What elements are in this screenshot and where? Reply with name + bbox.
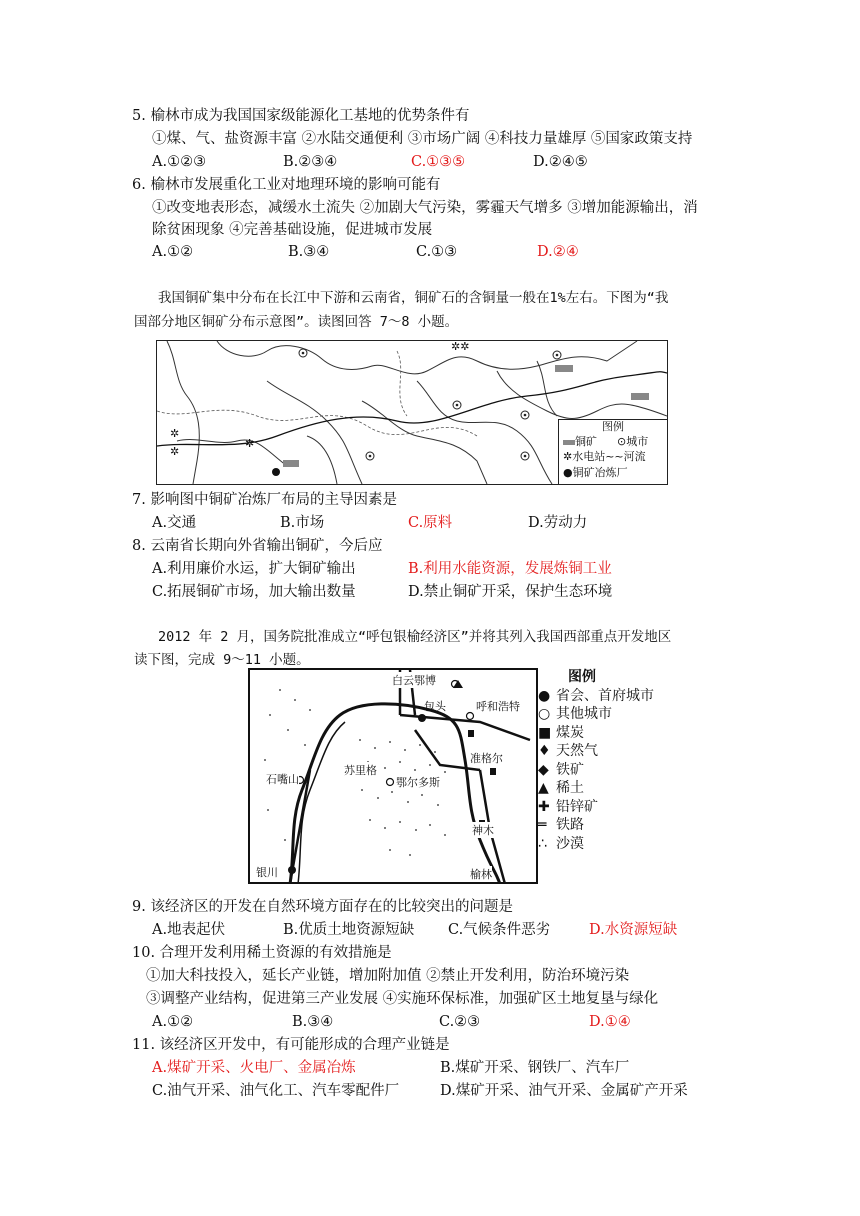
capital-legend-icon: ● [538,687,551,704]
hydro-station-icon: ✲✲ [451,341,470,353]
q6-items-line1: ①改变地表形态，减缓水土流失 ②加剧大气污染，雾霾天气增多 ③增加能源输出，消 [152,200,698,216]
legend-city: 城市 [626,435,649,448]
q9-option-b: B.优质土地资源短缺 [283,922,415,938]
capital-mark [288,866,296,874]
copper-map-legend [558,419,668,485]
copper-mine-legend-icon [563,440,575,445]
q10-stem: 10. 合理开发利用稀土资源的有效措施是 [132,945,392,961]
legend-item-capital: 省会、首府城市 [556,687,654,704]
rare-earth-icon [453,680,463,688]
q11-stem: 11. 该经济区开发中，有可能形成的合理产业链是 [132,1037,450,1053]
railway-legend-icon: ═ [538,817,547,833]
city-label-baotou: 包头 [424,700,446,713]
q9-option-a: A.地表起伏 [152,922,226,938]
gas-legend-icon: ♦ [538,743,551,759]
intro1-line1: 我国铜矿集中分布在长江中下游和云南省，铜矿石的含铜量一般在1%左右。下图为“我 [158,290,669,306]
q11-option-d: D.煤矿开采、油气开采、金属矿产开采 [440,1083,688,1099]
economic-zone-map-frame [248,668,538,884]
legend-item-coal: 煤炭 [556,724,584,741]
q6-items-line2: 除贫困现象 ④完善基础设施，促进城市发展 [152,222,433,238]
q6-stem: 6. 榆林市发展重化工业对地理环境的影响可能有 [132,177,441,193]
city-label-yulin: 榆林 [470,868,492,881]
legend-item-city: 其他城市 [556,706,612,722]
legend-copper: 铜矿 [575,435,597,448]
legend-title: 图例 [602,420,624,433]
q5-stem: 5. 榆林市成为我国国家级能源化工基地的优势条件有 [132,108,470,124]
q7-option-c: C.原料 [408,515,453,531]
copper-mine-mark [631,393,649,400]
rare-earth-legend-icon: ▲ [538,780,549,796]
q10-option-b: B.③④ [292,1014,334,1030]
q10-option-c: C.②③ [439,1014,481,1030]
city-label-shizuishan: 石嘴山 [266,773,299,786]
q6-option-b: B.③④ [288,244,330,260]
q9-option-c: C.气候条件恶劣 [448,922,551,938]
intro1-line2: 国部分地区铜矿分布示意图”。读图回答 7～8 小题。 [134,314,459,330]
intro2-line1: 2012 年 2 月，国务院批准成立“呼包银榆经济区”并将其列入我国西部重点开发地区 [158,629,672,645]
q5-option-a: A.①②③ [152,154,207,170]
iron-legend-icon: ◆ [538,761,549,778]
q11-option-a: A.煤矿开采、火电厂、金属冶炼 [152,1060,356,1076]
city-legend-icon: ○ [538,706,551,722]
city-label-huhehaote: 呼和浩特 [476,700,520,713]
q8-option-c: C.拓展铜矿市场，加大输出数量 [152,584,356,600]
city-mark [467,713,474,720]
coal-icon [490,768,496,775]
q9-stem: 9. 该经济区的开发在自然环境方面存在的比较突出的问题是 [132,899,513,915]
legend-river: 河流 [623,450,646,463]
city-label-shenmu: 神木 [472,824,494,837]
q6-option-a: A.①② [152,244,194,260]
desert-legend-icon: ∴ [538,835,547,852]
q7-option-b: B.市场 [280,515,325,531]
copper-mine-mark [283,460,299,467]
hydro-station-icon: ✲ [170,427,180,440]
q6-option-d: D.②④ [537,244,579,260]
legend-item-lead-zinc: 铅锌矿 [556,798,598,815]
q5-option-c: C.①③⑤ [411,154,466,170]
q11-option-b: B.煤矿开采、钢铁厂、汽车厂 [440,1060,630,1076]
hydro-station-icon: ✲ [245,437,255,450]
q8-stem: 8. 云南省长期向外省输出铜矿，今后应 [132,538,383,554]
legend-hydro: 水电站 [572,450,606,463]
copper-map [156,340,668,485]
legend-title: 图例 [568,669,596,685]
lead-zinc-legend-icon: ✚ [538,798,550,815]
economic-zone-map [248,668,676,884]
q10-items-line2: ③调整产业结构，促进第三产业发展 ④实施环保标准，加强矿区土地复垦与绿化 [146,991,659,1007]
q7-option-d: D.劳动力 [528,515,588,531]
coal-legend-icon: ■ [538,724,552,741]
legend-item-gas: 天然气 [556,743,598,759]
legend-item-railway: 铁路 [556,817,584,833]
legend-item-iron: 铁矿 [556,761,584,778]
city-label-zhungeer: 准格尔 [470,752,503,765]
q10-option-a: A.①② [152,1014,194,1030]
q10-items-line1: ①加大科技投入，延长产业链，增加附加值 ②禁止开发利用，防治环境污染 [146,968,630,984]
q6-option-c: C.①③ [416,244,458,260]
hydro-legend-icon: ✲ [563,450,573,463]
legend-smelter: 铜矿冶炼厂 [572,466,628,479]
q5-option-d: D.②④⑤ [533,154,588,170]
city-label-eerduosi: 鄂尔多斯 [396,776,440,789]
economic-zone-legend [538,668,676,884]
q7-option-a: A.交通 [152,515,197,531]
q9-option-d: D.水资源短缺 [589,922,678,938]
q5-option-b: B.②③④ [283,154,338,170]
q8-option-a: A.利用廉价水运，扩大铜矿输出 [152,561,356,577]
legend-item-desert: 沙漠 [556,835,584,852]
intro2-line2: 读下图，完成 9～11 小题。 [134,652,310,668]
smelter-legend-icon: ● [563,466,573,479]
smelter-mark [272,468,280,476]
river-legend-icon: ~~ [605,450,624,463]
legend-item-rare-earth: 稀土 [556,780,584,796]
q5-items: ①煤、气、盐资源丰富 ②水陆交通便利 ③市场广阔 ④科技力量雄厚 ⑤国家政策支持 [152,131,693,147]
hydro-station-icon: ✲ [170,445,180,458]
q7-stem: 7. 影响图中铜矿冶炼厂布局的主导因素是 [132,492,397,508]
q10-option-d: D.①④ [589,1014,631,1030]
city-mark [387,779,394,786]
copper-mine-mark [555,365,573,372]
q8-option-d: D.禁止铜矿开采，保护生态环境 [408,584,613,600]
q11-option-c: C.油气开采、油气化工、汽车零配件厂 [152,1083,400,1099]
capital-mark [418,714,426,722]
coal-icon [468,730,474,737]
city-label-sulige: 苏里格 [344,764,377,777]
city-label-yinchuan: 银川 [256,866,278,879]
city-legend-icon: ⊙ [617,435,627,448]
q8-option-b: B.利用水能资源，发展炼铜工业 [408,561,612,577]
city-label-baiyun: 白云鄂博 [392,674,436,687]
